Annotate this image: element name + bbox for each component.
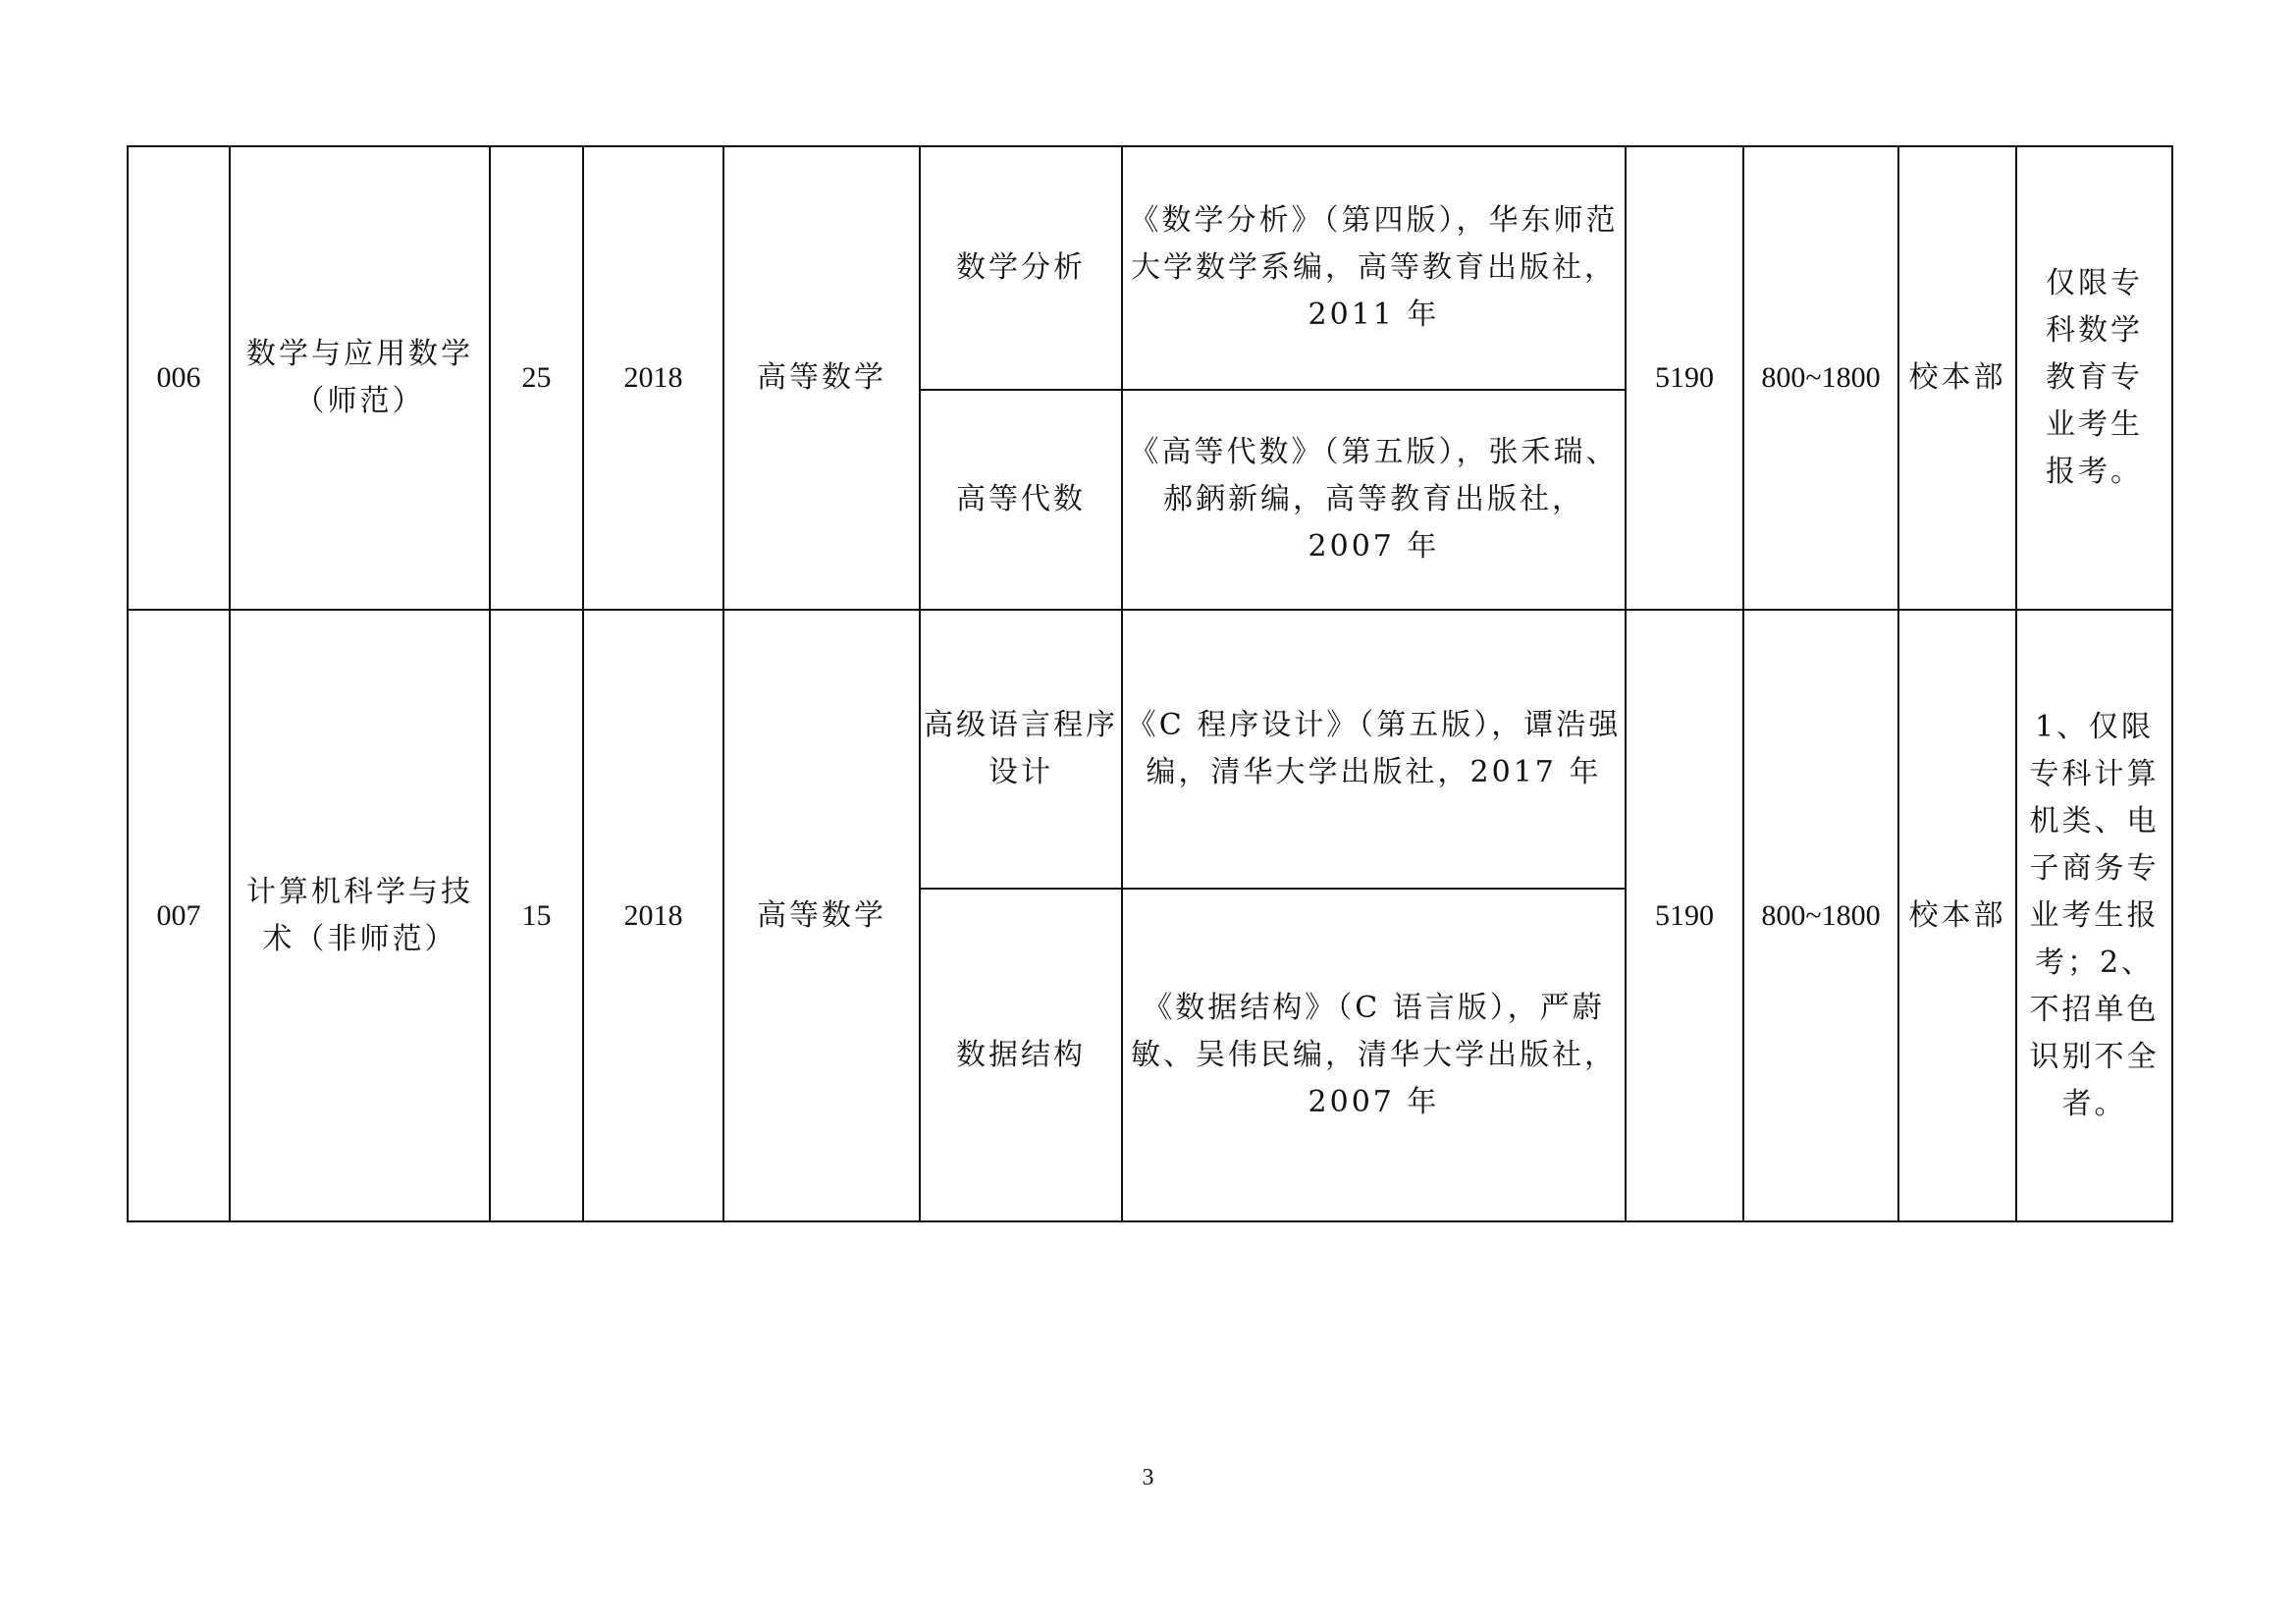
subject-name-cell: 高等代数	[920, 390, 1122, 610]
admissions-table	[127, 145, 2173, 1222]
score-range-cell: 800~1800	[1743, 146, 1898, 610]
remark-text: 1、仅限专科计算机类、电子商务专业考生报考；2、不招单色识别不全者。	[2029, 709, 2160, 1121]
subject-name-cell	[920, 610, 1122, 889]
fee-cell: 5190	[1626, 610, 1743, 1221]
campus-cell: 校本部	[1898, 146, 2016, 610]
remark-text: 仅限专科数学教育专业考生报考。	[2046, 266, 2143, 489]
campus-cell: 校本部	[1898, 610, 2016, 1221]
page-number: 3	[1142, 1465, 1154, 1490]
reference-book-cell: 《C 程序设计》（第五版），谭浩强编，清华大学出版社，2017 年	[1122, 610, 1626, 889]
remark-cell	[2016, 146, 2172, 610]
major-name-cell	[230, 610, 490, 1221]
subject-name-text: 高级语言程序设计	[924, 708, 1118, 789]
major-name-text: 数学与应用数学（师范）	[246, 337, 473, 418]
exam-subject-cell: 高等数学	[723, 610, 920, 1221]
major-code-cell: 007	[128, 610, 230, 1221]
year-cell: 2018	[583, 610, 723, 1221]
reference-book-cell: 《高等代数》（第五版），张禾瑞、郝鈵新编，高等教育出版社，2007 年	[1122, 390, 1626, 610]
reference-book-cell: 《数学分析》（第四版），华东师范大学数学系编，高等教育出版社，2011 年	[1122, 146, 1626, 390]
subject-name-cell: 数学分析	[920, 146, 1122, 390]
table-row	[128, 610, 2172, 889]
quota-cell: 15	[490, 610, 583, 1221]
score-range-cell: 800~1800	[1743, 610, 1898, 1221]
reference-book-cell: 《数据结构》（C 语言版），严蔚敏、吴伟民编，清华大学出版社，2007 年	[1122, 889, 1626, 1221]
major-name-text: 计算机科学与技术（非师范）	[246, 874, 473, 956]
fee-cell: 5190	[1626, 146, 1743, 610]
quota-cell: 25	[490, 146, 583, 610]
subject-name-cell: 数据结构	[920, 889, 1122, 1221]
year-cell: 2018	[583, 146, 723, 610]
exam-subject-cell: 高等数学	[723, 146, 920, 610]
major-code-cell: 006	[128, 146, 230, 610]
remark-cell	[2016, 610, 2172, 1221]
table-row	[128, 146, 2172, 390]
major-name-cell	[230, 146, 490, 610]
